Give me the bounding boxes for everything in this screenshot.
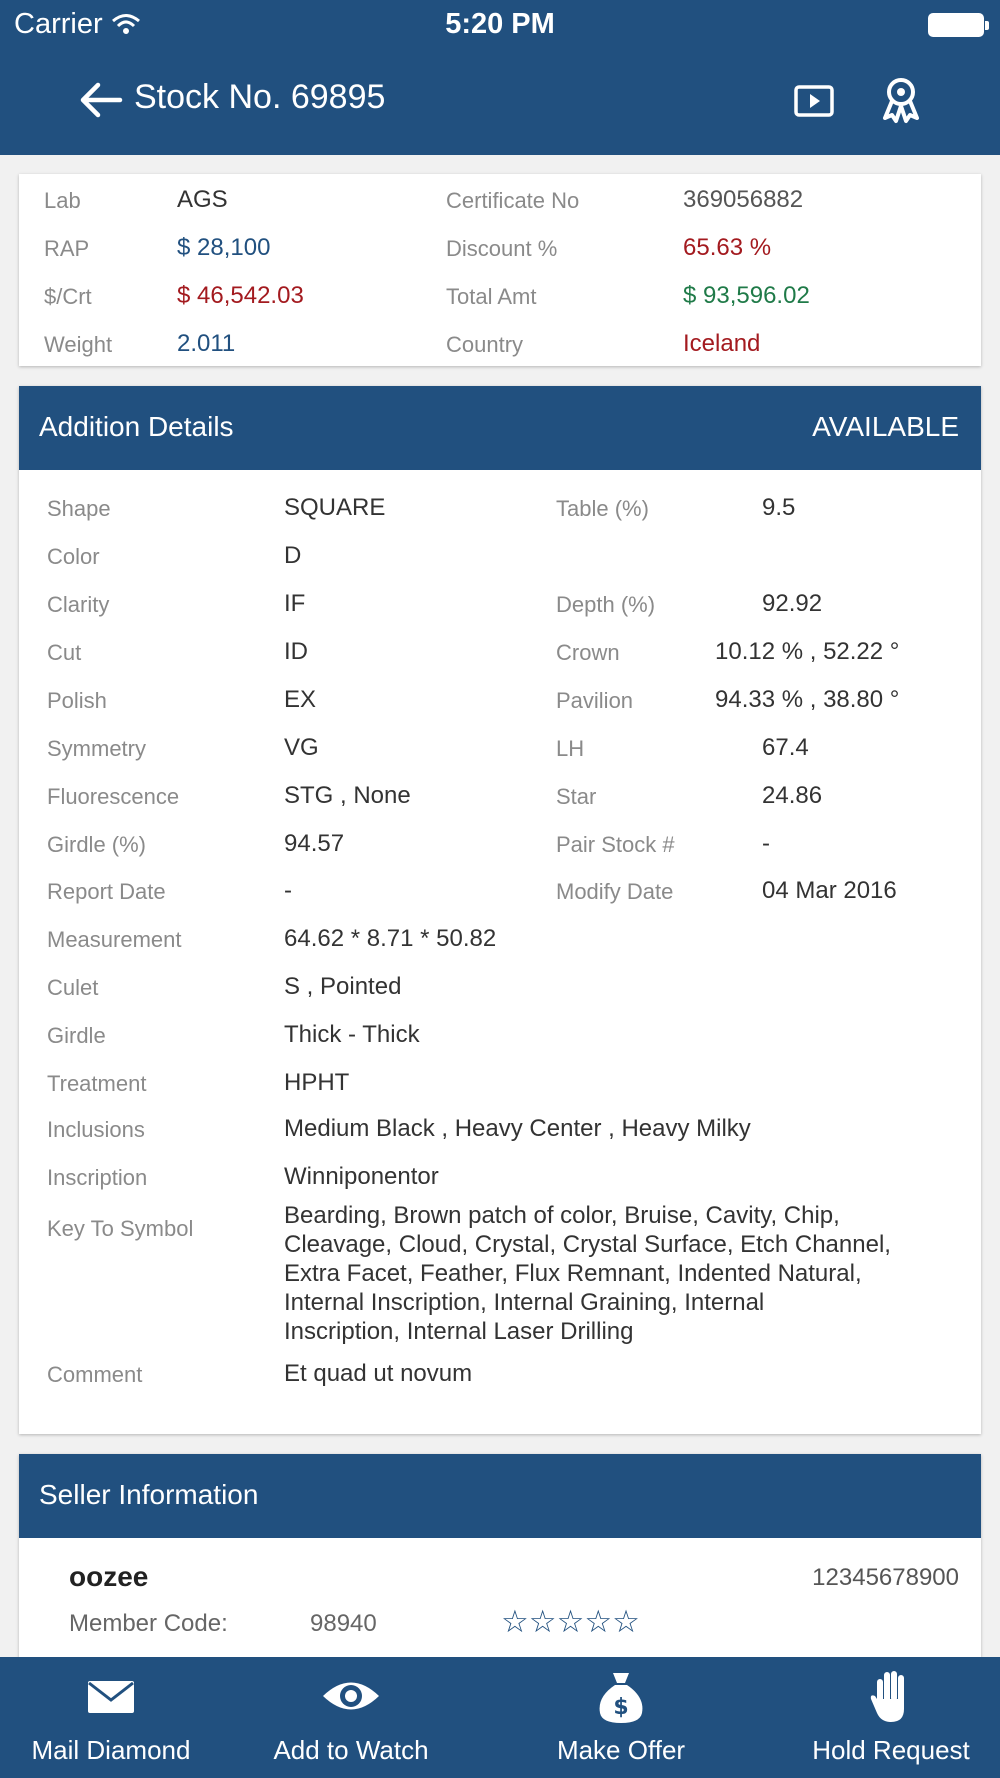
inclusions-value: Medium Black , Heavy Center , Heavy Milky bbox=[284, 1115, 751, 1142]
clarity-value: IF bbox=[284, 590, 306, 617]
weight-value: 2.011 bbox=[177, 330, 236, 357]
report-date-label: Report Date bbox=[47, 879, 166, 904]
crown-label: Crown bbox=[556, 640, 620, 665]
pavilion-value: 94.33 % , 38.80 ° bbox=[715, 686, 900, 713]
add-to-watch-button[interactable] bbox=[240, 1657, 462, 1778]
back-button[interactable] bbox=[78, 78, 124, 122]
key-to-symbol-line: Internal Inscription, Internal Graining, Internal bbox=[284, 1289, 765, 1316]
key-to-symbol-line: Extra Facet, Feather, Flux Remnant, Indented Natural, bbox=[284, 1260, 862, 1287]
modify-date-label: Modify Date bbox=[556, 879, 674, 904]
depth-label: Depth (%) bbox=[556, 592, 656, 617]
member-code-value: 98940 bbox=[310, 1610, 377, 1637]
comment-label: Comment bbox=[47, 1362, 143, 1387]
mail-diamond-button[interactable] bbox=[0, 1657, 222, 1778]
certificate-icon bbox=[880, 76, 922, 124]
key-to-symbol-line: Inscription, Internal Laser Drilling bbox=[284, 1318, 634, 1345]
key-to-symbol-line: Bearding, Brown patch of color, Bruise, Cavity, Chip, bbox=[284, 1202, 840, 1229]
bottom-toolbar bbox=[0, 1657, 1000, 1778]
lh-label: LH bbox=[556, 736, 585, 761]
shape-value: SQUARE bbox=[284, 494, 386, 521]
star-value: 24.86 bbox=[762, 782, 823, 809]
certificate-button[interactable] bbox=[880, 76, 922, 124]
treatment-label: Treatment bbox=[47, 1071, 147, 1096]
girdle-percent-label: Girdle (%) bbox=[47, 832, 147, 857]
svg-text:$: $ bbox=[613, 1695, 629, 1720]
report-date-value: - bbox=[284, 877, 292, 904]
eye-icon bbox=[321, 1677, 381, 1715]
details-card bbox=[19, 386, 981, 1434]
seller-card bbox=[19, 1454, 981, 1658]
hold-request-button[interactable] bbox=[780, 1657, 1000, 1778]
country-label: Country bbox=[446, 332, 524, 357]
fluorescence-value: STG , None bbox=[284, 782, 411, 809]
details-header bbox=[19, 386, 981, 470]
back-arrow-icon bbox=[78, 78, 124, 122]
rap-label: RAP bbox=[44, 236, 90, 261]
key-to-symbol-value bbox=[284, 1201, 964, 1346]
discount-value: 65.63 % bbox=[683, 234, 772, 261]
country-value: Iceland bbox=[683, 330, 761, 357]
modify-date-value: 04 Mar 2016 bbox=[762, 877, 897, 904]
girdle-label: Girdle bbox=[47, 1023, 106, 1048]
make-offer-button[interactable] bbox=[510, 1657, 732, 1778]
culet-value: S , Pointed bbox=[284, 973, 402, 1000]
mail-icon bbox=[87, 1677, 135, 1715]
price-per-carat-value: $ 46,542.03 bbox=[177, 282, 304, 309]
polish-label: Polish bbox=[47, 688, 107, 713]
comment-value: Et quad ut novum bbox=[284, 1360, 473, 1387]
rating-stars: ☆☆☆☆☆ bbox=[501, 1604, 640, 1639]
certificate-label: Certificate No bbox=[446, 188, 580, 213]
weight-label: Weight bbox=[44, 332, 113, 357]
seller-header bbox=[19, 1454, 981, 1538]
summary-card bbox=[19, 174, 981, 366]
certificate-value: 369056882 bbox=[683, 186, 804, 213]
inscription-value: Winniponentor bbox=[284, 1163, 439, 1190]
carrier-label: Carrier bbox=[14, 8, 103, 40]
crown-value: 10.12 % , 52.22 ° bbox=[715, 638, 900, 665]
mail-diamond-label: Mail Diamond bbox=[31, 1735, 191, 1765]
cut-label: Cut bbox=[47, 640, 82, 665]
culet-label: Culet bbox=[47, 975, 99, 1000]
hold-request-label: Hold Request bbox=[812, 1735, 970, 1765]
girdle-value: Thick - Thick bbox=[284, 1021, 420, 1048]
details-title: Addition Details bbox=[39, 411, 234, 442]
lab-value: AGS bbox=[177, 186, 228, 213]
total-amount-label: Total Amt bbox=[446, 284, 537, 309]
girdle-percent-value: 94.57 bbox=[284, 830, 345, 857]
money-bag-icon bbox=[596, 1671, 646, 1723]
page-title: Stock No. 69895 bbox=[134, 78, 386, 116]
inscription-label: Inscription bbox=[47, 1165, 148, 1190]
status-badge: AVAILABLE bbox=[812, 411, 959, 442]
pair-stock-label: Pair Stock # bbox=[556, 832, 675, 857]
table-label: Table (%) bbox=[556, 496, 649, 521]
inclusions-label: Inclusions bbox=[47, 1117, 145, 1142]
key-to-symbol-label: Key To Symbol bbox=[47, 1216, 194, 1241]
cut-value: ID bbox=[284, 638, 308, 665]
app-header bbox=[0, 0, 1000, 155]
depth-value: 92.92 bbox=[762, 590, 823, 617]
star-label: Star bbox=[556, 784, 597, 809]
seller-phone[interactable]: 12345678900 bbox=[812, 1564, 959, 1591]
fluorescence-label: Fluorescence bbox=[47, 784, 180, 809]
seller-name: oozee bbox=[69, 1561, 149, 1592]
price-per-carat-label: $/Crt bbox=[44, 284, 92, 309]
pair-stock-value: - bbox=[762, 830, 770, 857]
symmetry-label: Symmetry bbox=[47, 736, 146, 761]
shape-label: Shape bbox=[47, 496, 111, 521]
status-bar bbox=[0, 0, 1000, 50]
nav-bar bbox=[0, 58, 1000, 144]
make-offer-label: Make Offer bbox=[556, 1735, 686, 1765]
battery-icon bbox=[928, 13, 984, 37]
seller-title: Seller Information bbox=[39, 1479, 259, 1510]
total-amount-value: $ 93,596.02 bbox=[683, 282, 810, 309]
hand-icon bbox=[869, 1669, 913, 1723]
lh-value: 67.4 bbox=[762, 734, 809, 761]
member-code-label: Member Code: bbox=[69, 1610, 228, 1637]
lab-label: Lab bbox=[44, 188, 81, 213]
measurement-label: Measurement bbox=[47, 927, 182, 952]
treatment-value: HPHT bbox=[284, 1069, 350, 1096]
symmetry-value: VG bbox=[284, 734, 319, 761]
discount-label: Discount % bbox=[446, 236, 558, 261]
video-icon bbox=[793, 80, 835, 122]
clock: 5:20 PM bbox=[445, 8, 555, 40]
measurement-value: 64.62 * 8.71 * 50.82 bbox=[284, 925, 497, 952]
clarity-label: Clarity bbox=[47, 592, 110, 617]
video-button[interactable] bbox=[793, 80, 835, 122]
table-value: 9.5 bbox=[762, 494, 796, 521]
rap-value: $ 28,100 bbox=[177, 234, 271, 261]
add-to-watch-label: Add to Watch bbox=[273, 1735, 429, 1765]
polish-value: EX bbox=[284, 686, 317, 713]
key-to-symbol-line: Cleavage, Cloud, Crystal, Crystal Surface, Etch Channel, bbox=[284, 1231, 891, 1258]
pavilion-label: Pavilion bbox=[556, 688, 634, 713]
color-label: Color bbox=[47, 544, 100, 569]
color-value: D bbox=[284, 542, 302, 569]
